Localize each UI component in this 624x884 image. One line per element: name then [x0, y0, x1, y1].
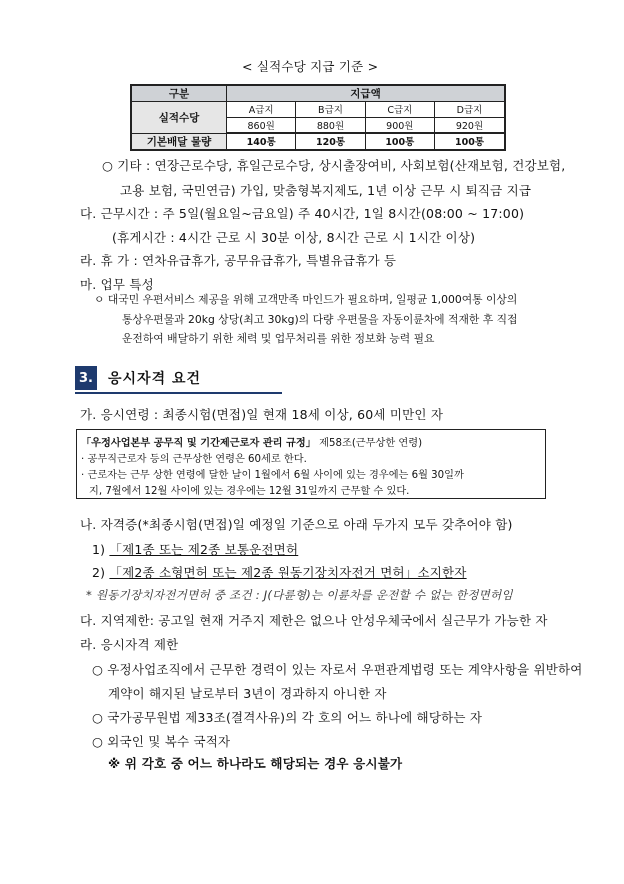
section-number-badge: 3. — [75, 366, 97, 390]
pay-standard-table — [130, 84, 506, 151]
grade-cell: B급지 — [296, 102, 365, 118]
value-cell: 100통 — [434, 133, 505, 150]
license-item-1 — [92, 540, 298, 558]
section-underline — [75, 392, 282, 394]
grade-cell: C급지 — [365, 102, 434, 118]
job-characteristics-line-1: ㅇ 대국민 우편서비스 제공을 위해 고객만족 마인드가 필요하며, 일평균 1,000여통 이상의 — [94, 293, 518, 306]
other-benefits-line: ○ 기타 : 연장근로수당, 휴일근로수당, 상시출장여비, 사회보험(산재보험, 건강보험, — [102, 158, 566, 173]
table-row — [131, 102, 505, 118]
license-item-2 — [92, 563, 467, 581]
table-header-amount: 지급액 — [227, 85, 506, 102]
age-requirement-line: 가. 응시연령 : 최종시험(면접)일 현재 18세 이상, 60세 미만인 자 — [80, 407, 444, 422]
license-item-2-text: 「제2종 소형면허 또는 제2종 원동기장치자전거 면허」소지한자 — [109, 565, 467, 580]
grade-cell: D급지 — [434, 102, 505, 118]
job-characteristics-heading: 마. 업무 특성 — [80, 277, 154, 292]
license-item-1-number: 1) — [92, 542, 110, 557]
disqualification-item-2: ○ 국가공무원법 제33조(결격사유)의 각 호의 어느 하나에 해당하는 자 — [92, 710, 483, 725]
leave-line: 라. 휴 가 : 연차유급휴가, 공무유급휴가, 특별유급휴가 등 — [80, 253, 397, 268]
value-cell: 880원 — [296, 117, 365, 133]
disqualification-note: ※ 위 각호 중 어느 하나라도 해당되는 경우 응시불가 — [108, 756, 403, 771]
row-label-performance-pay: 실적수당 — [131, 102, 227, 134]
license-item-1-text: 「제1종 또는 제2종 보통운전면허 — [109, 542, 299, 557]
value-cell: 860원 — [227, 117, 296, 133]
regulation-name: 「우정사업본부 공무직 및 기간제근로자 관리 규정」 — [81, 438, 316, 449]
job-characteristics-line-3: 운전하여 배달하기 위한 체력 및 업무처리를 위한 정보화 능력 필요 — [122, 332, 435, 345]
value-cell: 920원 — [434, 117, 505, 133]
regulation-box-line: · 근로자는 근무 상한 연령에 달한 날이 1월에서 6월 사이에 있는 경우에는 6월 30일까 — [81, 470, 464, 481]
regulation-box-title — [81, 434, 422, 449]
value-cell: 900원 — [365, 117, 434, 133]
table-caption: < 실적수당 지급 기준 > — [242, 59, 379, 74]
grade-cell: A급지 — [227, 102, 296, 118]
disqualification-item-1: ○ 우정사업조직에서 근무한 경력이 있는 자로서 우편관계법령 또는 계약사항을 위반하여 — [92, 662, 583, 677]
value-cell: 120통 — [296, 133, 365, 150]
regulation-article: 제58조(근무상한 연령) — [315, 438, 423, 449]
job-characteristics-line-2: 통상우편물과 20kg 상당(최고 30kg)의 다량 우편물을 자동이륜차에 적재한 후 직접 — [122, 313, 518, 326]
disqualification-item-3: ○ 외국인 및 복수 국적자 — [92, 734, 231, 749]
regulation-box-line: · 공무직근로자 등의 근무상한 연령은 60세로 한다. — [81, 454, 307, 465]
region-restriction-line: 다. 지역제한: 공고일 현재 거주지 제한은 없으나 안성우체국에서 실근무가 가능한 자 — [80, 613, 548, 628]
disqualification-heading: 라. 응시자격 제한 — [80, 637, 179, 652]
disqualification-item-1-cont: 계약이 해지된 날로부터 3년이 경과하지 아니한 자 — [108, 686, 387, 701]
regulation-box-line: 지, 7월에서 12월 사이에 있는 경우에는 12월 31일까지 근무할 수 있다. — [89, 486, 410, 497]
table-header-row — [131, 85, 505, 102]
regulation-box — [76, 429, 546, 499]
section-title: 응시자격 요건 — [108, 371, 202, 387]
table-row — [131, 133, 505, 150]
table-header-category: 구분 — [131, 85, 227, 102]
license-item-2-number: 2) — [92, 565, 110, 580]
break-time-line: (휴게시간 : 4시간 근로 시 30분 이상, 8시간 근로 시 1시간 이상) — [112, 230, 476, 245]
license-requirement-line: 나. 자격증(*최종시험(면접)일 예정일 기준으로 아래 두가지 모두 갖추어야 함) — [80, 517, 513, 532]
value-cell: 140통 — [227, 133, 296, 150]
license-note: * 원동기장치자전거면허 중 조건 : J(다륜형)는 이륜차를 운전할 수 없는 한정면허임 — [86, 588, 513, 602]
row-label-base-delivery: 기본배달 물량 — [131, 133, 227, 150]
work-hours-line: 다. 근무시간 : 주 5일(월요일~금요일) 주 40시간, 1일 8시간(08:00 ~ 17:00) — [80, 206, 525, 221]
other-benefits-line-2: 고용 보험, 국민연금) 가입, 맞춤형복지제도, 1년 이상 근무 시 퇴직금 지급 — [120, 183, 532, 198]
value-cell: 100통 — [365, 133, 434, 150]
